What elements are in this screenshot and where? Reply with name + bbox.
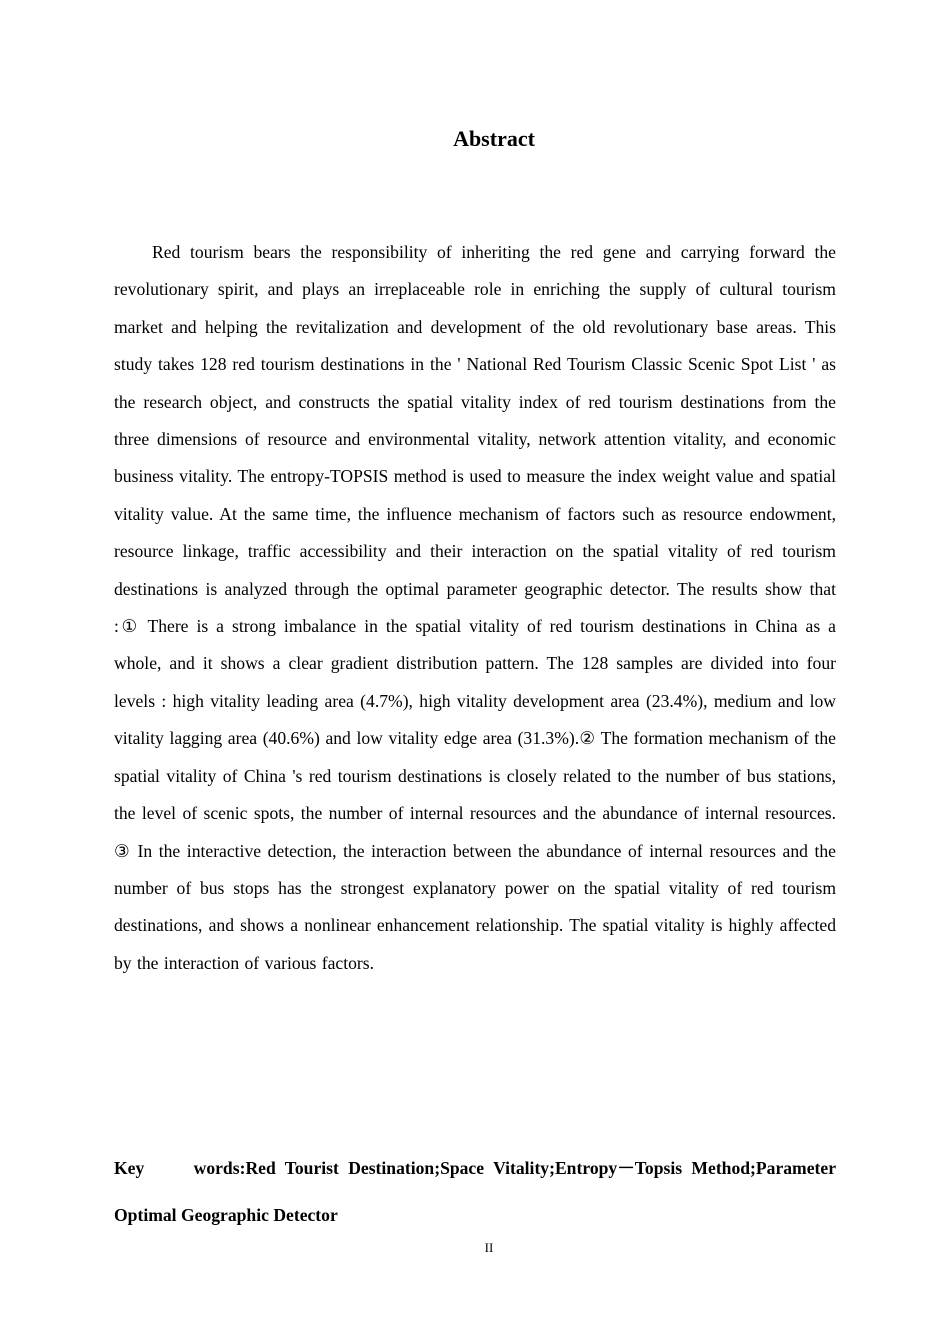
keywords-text: Red Tourist Destination;Space Vitality;Entropy－Topsis Method;Parameter Optimal Geographic Detector bbox=[114, 1158, 836, 1225]
abstract-title: Abstract bbox=[453, 126, 535, 151]
page-number: II bbox=[484, 1240, 494, 1255]
keywords-label: Key words: bbox=[114, 1158, 246, 1178]
abstract-body-text: Red tourism bears the responsibility of inheriting the red gene and carrying forward the revolutionary spirit, and plays an irreplaceable role in enriching the supply of cultural tourism market and helping the revitalization and development of the old revolutionary base areas. This study takes 128 red tourism destinations in the ' National Red Tourism Classic Scenic Spot List ' as the research object, and constructs the spatial vitality index of red tourism destinations from the three dimensions of resource and environmental vitality, network attention vitality, and economic business vitality. The entropy-TOPSIS method is used to measure the index weight value and spatial vitality value. At the same time, the influence mechanism of factors such as resource endowment, resource linkage, traffic accessibility and their interaction on the spatial vitality of red tourism destinations is analyzed through the optimal parameter geographic detector. The results show that :① There is a strong imbalance in the spatial vitality of red tourism destinations in China as a whole, and it shows a clear gradient distribution pattern. The 128 samples are divided into four levels : high vitality leading area (4.7%), high vitality development area (23.4%), medium and low vitality lagging area (40.6%) and low vitality edge area (31.3%).② The formation mechanism of the spatial vitality of China 's red tourism destinations is closely related to the number of bus stations, the level of scenic spots, the number of internal resources and the abundance of internal resources. ③ In the interactive detection, the interaction between the abundance of internal resources and the number of bus stops has the strongest explanatory power on the spatial vitality of red tourism destinations, and shows a nonlinear enhancement relationship. The spatial vitality is highly affected by the interaction of various factors. bbox=[114, 242, 836, 973]
keywords-paragraph bbox=[114, 1145, 836, 1239]
